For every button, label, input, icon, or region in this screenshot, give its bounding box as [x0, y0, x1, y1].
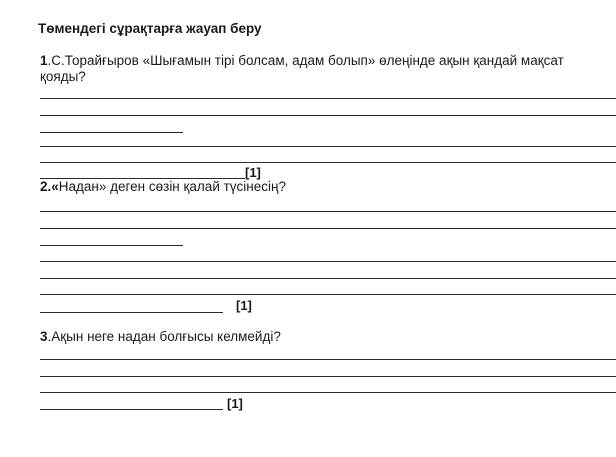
question-1-text-continued: қояды? [40, 69, 86, 84]
answer-line-1-3[interactable] [40, 132, 183, 133]
question-3-text: .Ақын неге надан болғысы келмейді? [47, 329, 281, 344]
answer-line-2-1[interactable] [40, 211, 616, 212]
question-2-mark: [1] [236, 298, 252, 313]
question-2-number: 2.« [40, 179, 59, 194]
answer-line-2-2[interactable] [40, 228, 616, 229]
answer-line-3-2[interactable] [40, 376, 616, 377]
answer-line-2-4[interactable] [40, 261, 616, 262]
question-1 [40, 53, 564, 69]
answer-line-1-2[interactable] [40, 115, 616, 116]
answer-line-3-1[interactable] [40, 359, 616, 360]
question-3 [40, 329, 281, 345]
question-1-number: 1 [40, 53, 48, 68]
question-2 [40, 179, 286, 195]
answer-line-1-5[interactable] [40, 162, 616, 163]
question-2-text: Надан» деген сөзін қалай түсінесің? [58, 179, 286, 194]
answer-line-3-4[interactable] [40, 409, 223, 410]
question-1-text: .С.Торайғыров «Шығамын тірі болсам, адам болып» өлеңінде ақын қандай мақсат [47, 53, 564, 68]
answer-line-2-7[interactable] [40, 312, 223, 313]
answer-line-2-6[interactable] [40, 294, 616, 295]
answer-line-2-5[interactable] [40, 278, 616, 279]
answer-line-2-3[interactable] [40, 245, 183, 246]
question-1-mark: [1] [245, 165, 261, 180]
answer-line-1-4[interactable] [40, 146, 616, 147]
question-3-mark: [1] [227, 396, 243, 411]
worksheet-title: Төмендегі сұрақтарға жауап беру [38, 21, 262, 36]
answer-line-1-1[interactable] [40, 98, 616, 99]
question-3-number: 3 [40, 329, 48, 344]
answer-line-3-3[interactable] [40, 392, 616, 393]
